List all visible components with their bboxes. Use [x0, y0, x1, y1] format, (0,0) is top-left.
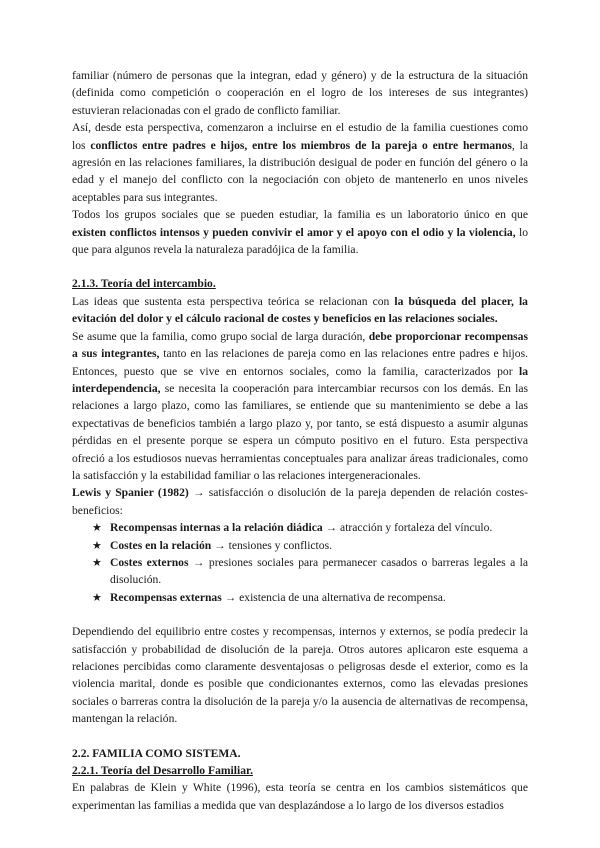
paragraph-lewis-spanier: [72, 484, 528, 519]
text-run: → satisfacción o disolución de la pareja dependen de relación costes-beneficios:: [72, 486, 528, 517]
section-heading-family-system: 2.2. FAMILIA COMO SISTEMA.: [72, 746, 241, 760]
bold-run: Recompensas internas a la relación diádica: [110, 521, 323, 535]
paragraph-exchange-ideas: [72, 293, 528, 328]
bold-run: existen conflictos intensos y pueden convivir el amor y el apoyo con el odio y la violencia,: [72, 225, 516, 239]
list-item: [92, 589, 528, 606]
paragraph-conflict-topics: [72, 119, 528, 206]
text-run: Se asume que la familia, como grupo social de larga duración,: [72, 329, 369, 343]
bold-run: Costes en la relación: [110, 538, 212, 552]
bold-run: Lewis y Spanier (1982): [72, 486, 189, 500]
bold-run: la búsqueda del placer, la evitación del dolor y el cálculo racional de costes y beneficios en las relaciones sociales.: [72, 294, 528, 326]
text-run: → presiones sociales para permanecer casados o barreras legales a la disolución.: [110, 555, 528, 587]
paragraph-klein-white: En palabras de Klein y White (1996), esta teoría se centra en los cambios sistemáticos que experimentan las familias a medida que van desplazándose a lo largo de los diversos estadios: [72, 781, 528, 812]
paragraph-cost-balance: Dependiendo del equilibrio entre costes y recompensas, internos y externos, se podía predecir la satisfacción y probabilidad de disolución de la pareja. Otros autores aplicaron este esquema a relaciones percibidas como claramente desventajosas o peligrosas desde el exterior, como es la violencia marital, donde es posible que condicionantes externos, como las elevadas presiones sociales o barreras contra la disolución de la pareja y/o la ausencia de alternativas de recompensa, mantengan la relación.: [72, 625, 528, 726]
text-run: Todos los grupos sociales que se pueden estudiar, la familia es un laboratorio único en que: [72, 208, 528, 222]
text-run: tanto en las relaciones de pareja como en las relaciones entre padres e hijos. Entonces, puesto que se vive en entornos sociales, como la familia, caracterizados por: [72, 347, 528, 378]
bold-run: Costes externos: [110, 555, 189, 569]
text-run: Así, desde esta perspectiva, comenzaron a incluirse en el estudio de la familia cuestiones como los: [72, 121, 528, 152]
star-bullet-icon: ★: [92, 555, 102, 569]
star-bullet-icon: ★: [92, 538, 102, 552]
text-run: → existencia de una alternativa de recompensa.: [221, 590, 446, 604]
bold-run: conflictos entre padres e hijos, entre los miembros de la pareja o entre hermanos: [90, 138, 512, 152]
document-page: [72, 67, 528, 814]
text-run: → atracción y fortaleza del vínculo.: [322, 521, 493, 535]
bullet-list: [72, 519, 528, 606]
text-run: → tensiones y conflictos.: [211, 538, 332, 552]
paragraph-rewards: [72, 328, 528, 485]
list-item: [92, 554, 528, 589]
star-bullet-icon: ★: [92, 521, 102, 535]
bold-run: debe proporcionar recompensas a sus integrantes,: [72, 329, 528, 361]
list-item: [92, 519, 528, 536]
text-run: , la agresión en las relaciones familiares, la distribución desigual de poder en función del género o la edad y el manejo del conflicto con la negociación con objeto de mantenerlo en unos niveles aceptables para sus integrantes.: [72, 138, 528, 204]
text-run: Las ideas que sustenta esta perspectiva teórica se relacionan con: [72, 294, 395, 308]
paragraph-family-laboratory: [72, 206, 528, 258]
bold-run: la interdependencia,: [72, 364, 528, 395]
list-item: [92, 537, 528, 554]
paragraph-family-structure: familiar (número de personas que la integran, edad y género) y de la estructura de la situación (definida como competición o cooperación en el logro de los intereses de sus integrantes) estuvieran relacionadas con el grado de conflicto familiar.: [72, 69, 528, 117]
text-run: se necesita la cooperación para intercambiar recursos con los demás. En las relaciones a largo plazo, como las familiares, se entiende que su mantenimiento se debe a las expectativas de beneficios también a largo plazo y, por tanto, se está dispuesto a asumir algunas pérdidas en el presente porque se espera un cómputo positivo en el futuro. Esta perspectiva ofreció a los estudiosos nuevas herramientas conceptuales para analizar áreas tradicionales, como la satisfacción y la estabilidad familiar o las relaciones intergeneracionales.: [72, 381, 528, 482]
star-bullet-icon: ★: [92, 590, 102, 604]
section-heading-exchange-theory: 2.1.3. Teoría del intercambio.: [72, 277, 216, 291]
text-run: lo que para algunos revela la naturaleza paradójica de la familia.: [72, 225, 528, 257]
section-heading-family-development: 2.2.1. Teoría del Desarrollo Familiar.: [72, 764, 253, 778]
bold-run: Recompensas externas: [110, 590, 222, 604]
